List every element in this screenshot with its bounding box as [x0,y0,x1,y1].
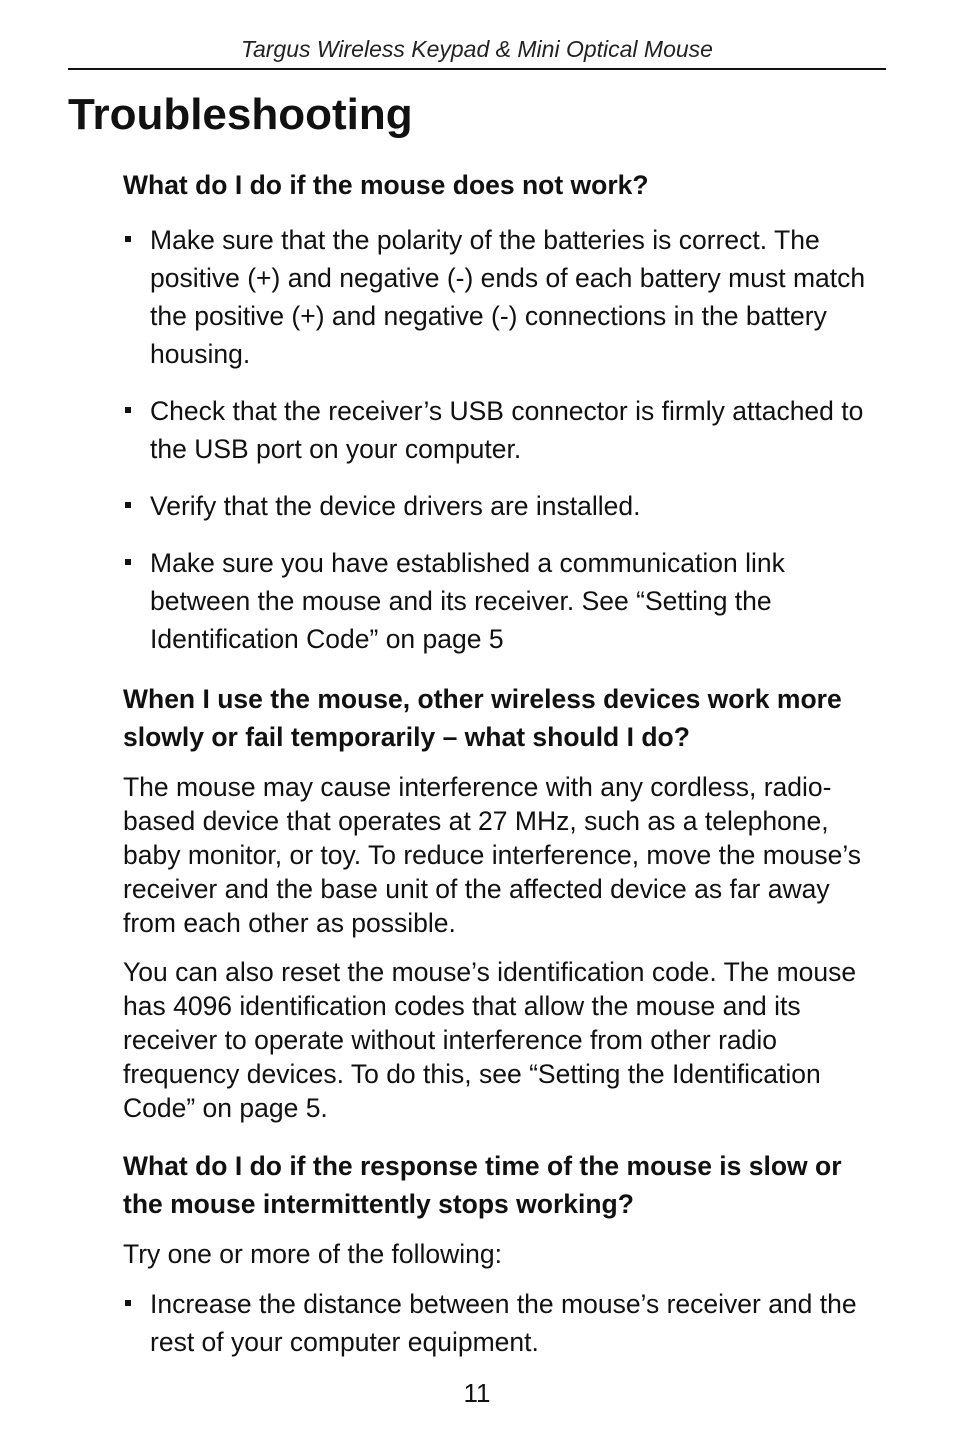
bullet-marker [125,559,131,565]
list-item-text: Check that the receiver’s USB connector is firmly attached to the USB port on your computer. [150,396,864,464]
list-item-text: Increase the distance between the mouse’s receiver and the rest of your computer equipment. [150,1289,857,1357]
bullet-marker [125,502,131,508]
question-wireless-interference: When I use the mouse, other wireless devices work more slowly or fail temporarily – what should I do? [123,684,842,752]
bullet-marker [125,236,131,242]
header-rule [68,68,886,70]
question-mouse-not-working: What do I do if the mouse does not work? [123,170,649,200]
bullet-marker [125,407,131,413]
paragraph-try-following: Try one or more of the following: [123,1239,503,1269]
bullet-marker [125,1300,131,1306]
page-title: Troubleshooting [68,90,413,139]
list-item [123,1285,888,1361]
list-item-text: Verify that the device drivers are installed. [150,491,641,521]
bullet-list-slow-response [123,1285,888,1361]
page-number: 11 [463,1378,491,1408]
bullet-list-mouse-not-working [123,221,888,658]
list-item-text: Make sure you have established a communication link between the mouse and its receiver. See “Setting the Identification Code” on page 5 [150,548,785,654]
list-item [123,221,888,373]
list-item [123,544,888,658]
paragraph-identification-code: You can also reset the mouse’s identification code. The mouse has 4096 identification codes that allow the mouse and its receiver to operate without interference from other radio frequency devices. To do this, see “Setting the Identification Code” on page 5. [123,957,857,1123]
list-item [123,392,888,468]
content [123,166,888,1361]
list-item [123,487,888,525]
question-slow-response: What do I do if the response time of the mouse is slow or the mouse intermittently stops working? [123,1151,842,1219]
running-header: Targus Wireless Keypad & Mini Optical Mouse [241,36,713,62]
list-item-text: Make sure that the polarity of the batteries is correct. The positive (+) and negative (-) ends of each battery must match the positive (+) and negative (-) connections in the battery housing. [150,225,866,369]
paragraph-interference: The mouse may cause interference with any cordless, radio-based device that operates at 27 MHz, such as a telephone, baby monitor, or toy. To reduce interference, move the mouse’s receiver and the base unit of the affected device as far away from each other as possible. [123,772,861,938]
